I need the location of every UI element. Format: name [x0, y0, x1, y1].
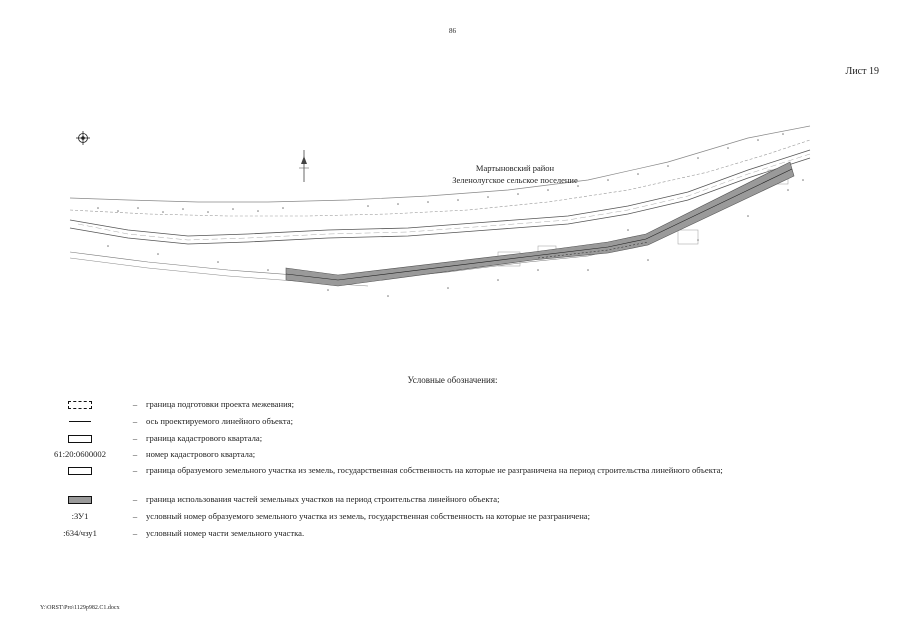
legend-symbol-text: 61:20:0600002	[53, 449, 107, 459]
north-arrow-icon	[299, 150, 309, 182]
topographic-map	[68, 120, 818, 320]
legend-description: граница образуемого земельного участка из земель, государственная собственность на которые не разграничена на период строительства линейного объекта;	[146, 465, 723, 475]
land-plot-symbol-icon	[68, 467, 92, 475]
legend-title: Условные обозначения:	[407, 375, 498, 385]
legend-dash: –	[132, 511, 138, 521]
legend-description: условный номер части земельного участка.	[146, 528, 305, 538]
dashed-boundary-symbol-icon	[68, 401, 92, 409]
legend-description: условный номер образуемого земельного участка из земель, государственная собственность на которые не разграничена;	[146, 511, 591, 521]
map-settlement-label: Зеленолугское сельское поселение	[452, 175, 578, 185]
legend-description: номер кадастрового квартала;	[146, 449, 256, 459]
legend-symbol	[40, 416, 120, 427]
legend-symbol	[40, 494, 120, 505]
axis-line-symbol-icon	[69, 421, 91, 422]
legend-description: ось проектируемого линейного объекта;	[146, 416, 293, 426]
legend-symbol	[40, 465, 120, 476]
map-region-label: Мартыновский район	[475, 163, 555, 173]
legend-dash: –	[132, 433, 138, 443]
legend-symbol-text: :634/чзу1	[63, 528, 97, 538]
legend-symbol	[40, 399, 120, 410]
legend-symbol-text: :ЗУ1	[71, 511, 89, 521]
legend-description: граница использования частей земельных участков на период строительства линейного объекта;	[146, 494, 500, 504]
legend-description: граница кадастрового квартала;	[146, 433, 263, 443]
plot-part-usage-symbol-icon	[68, 496, 92, 504]
file-path-footer: Y:\ORST\Pro\1129p982.C1.docx	[40, 605, 120, 611]
legend-description: граница подготовки проекта межевания;	[146, 399, 295, 409]
sheet-label: Лист 19	[845, 66, 879, 77]
legend-dash: –	[132, 465, 138, 475]
cadastral-quarter-symbol-icon	[68, 435, 92, 443]
legend-dash: –	[132, 528, 138, 538]
legend-symbol	[40, 433, 120, 444]
legend-dash: –	[132, 449, 138, 459]
legend-dash: –	[132, 399, 138, 409]
page-number: 86	[449, 27, 456, 35]
legend-dash: –	[132, 416, 138, 426]
legend-dash: –	[132, 494, 138, 504]
